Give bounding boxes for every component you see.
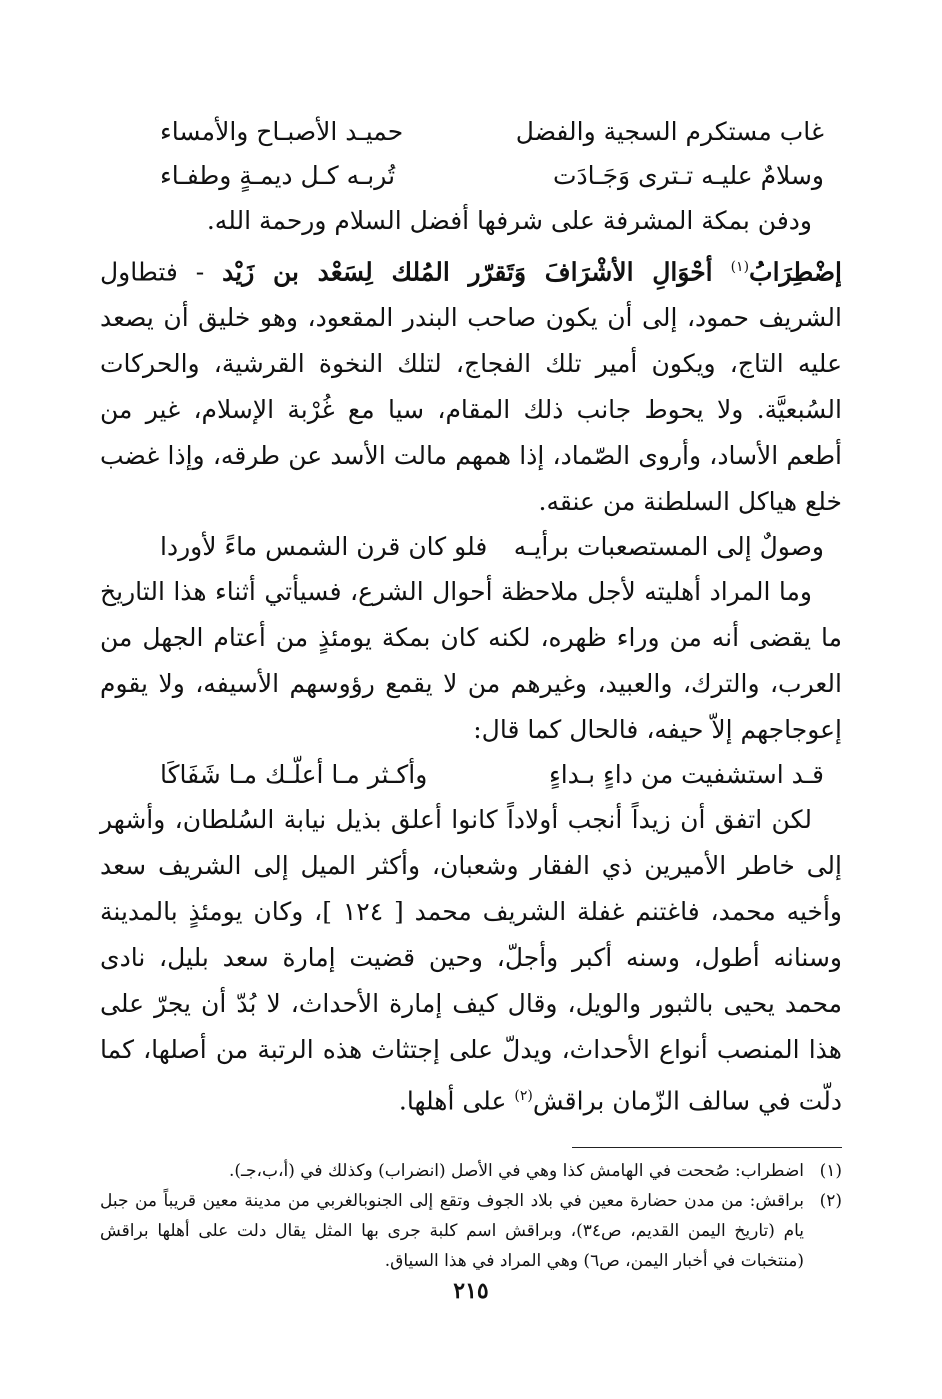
footnote-ref-2: (٢): [514, 1088, 533, 1105]
section-heading-word: إضْطِرَابُ: [749, 257, 843, 287]
paragraph-zayd-end: على أهلها.: [398, 1086, 507, 1116]
footnote-number: (٢): [819, 1190, 842, 1211]
paragraph-unrest-text: - فتطاول الشريف حمود، إلى أن يكون صاحب البندر المقعود، وهو خليق أن يصعد عليه التاج، ويكون أمير تلك الفجاج، لتلك النخوة القرشية، والحركات السُبعيَّة. ولا يحوط جانب ذلك المقام، سيا مع غُرْبة الإسلام، غير من أطعم الأساد، وأروى الصّماد، إذا همهم مالت الأسد عن طرقه، وإذا غضب خلع هياكل السلطنة من عنقه.: [100, 257, 842, 517]
paragraph-unrest: [100, 244, 842, 525]
footnote-2: [100, 1186, 842, 1276]
verse-line-4: [100, 753, 842, 797]
verse-hemistich-left: تُربـه كـل ديمـةٍ وطفـاء: [160, 161, 396, 190]
page-number: ٢١٥: [453, 1278, 489, 1304]
verse-hemistich-left: وأكـثر مـا أعلّـك مـا شَفَاكَا: [160, 760, 428, 790]
verse-line-2: [100, 154, 842, 198]
paragraph-zayd-text: لكن اتفق أن زيداً أنجب أولاداً كانوا أعلق بذيل نيابة السُلطان، وأشهر إلى خاطر الأميرين ذي الفقار وشعبان، وأكثر الميل إلى الشريف سعد وأخيه محمد، فاغتنم غفلة الشريف محمد [ ١٢٤ ]، وكان يومئذٍ بالمدينة وسنانه أطول، وسنه أكبر وأجلّ، وحين قضيت إمارة سعد بليل، نادى محمد يحيى بالثبور والويل، وقال كيف إمارة الأحداث، لا بُدّ أن يجرّ على هذا المنصب أنواع الأحداث، ويدلّ على إجتثاث هذه الرتبة من أصلها، كما دلّت في سالف الزّمان براقش: [100, 805, 842, 1116]
footnote-divider: [572, 1147, 842, 1148]
paragraph-burial: ودفن بمكة المشرفة على شرفها أفضل السلام ورحمة الله.: [206, 206, 812, 235]
verse-hemistich-right: قـد استشفيت من داءٍ بـداءٍ: [548, 760, 824, 790]
footnote-ref-1: (١): [730, 259, 750, 275]
footnote-1: [100, 1156, 842, 1186]
verse-hemistich-left: فلو كان قرن الشمس ماءً لأوردا: [160, 532, 488, 562]
verse-line-3: [100, 525, 842, 569]
verse-hemistich-right: وسلامٌ عليـه تـترى وَجَـادَت: [552, 161, 824, 190]
verse-line-1: [100, 110, 842, 154]
paragraph-zayd: [100, 797, 842, 1124]
footnote-text: اضطراب: صُححت في الهامش كذا وهي في الأصل (انضراب) وكذلك في (أ،ب،جـ).: [228, 1160, 804, 1181]
section-heading-rest: أحْوَالِ الأشْرَافَ وَتَقرّر المُلك لِسَعْد بن زَيْد: [222, 257, 713, 287]
footnote-number: (١): [819, 1160, 842, 1181]
footnote-text: براقش: من مدن حضارة معين في بلاد الجوف وتقع إلى الجنوبالغربي من مدينة معين قريباً من جبل يام (تاريخ اليمن القديم، ص٣٤)، وبراقش اسم كلبة جرى بها المثل يقال دلت على أهلها براقش (منتخبات في أخبار اليمن، ص٦) وهي المراد في هذا السياق.: [100, 1190, 805, 1271]
verse-hemistich-right: وصولٌ إلى المستصعبات برأيـه: [513, 532, 824, 562]
paragraph-competence: وما المراد أهليته لأجل ملاحظة أحوال الشرع، فسيأتي أثناء هذا التاريخ ما يقضى أنه من وراء ظهره، لكنه كان بمكة يومئذٍ من أعتام الجهل من العرب، والترك، والعبيد، وغيرهم من لا يقمع رؤوسهم الأسيفه، ولا يقوم إعوجاجهم إلاّ حيفه، فالحال كما قال:: [100, 577, 842, 745]
verse-hemistich-left: حميـد الأصبـاح والأمساء: [160, 117, 404, 146]
verse-hemistich-right: غاب مستكرم السجية والفضل: [515, 117, 824, 146]
